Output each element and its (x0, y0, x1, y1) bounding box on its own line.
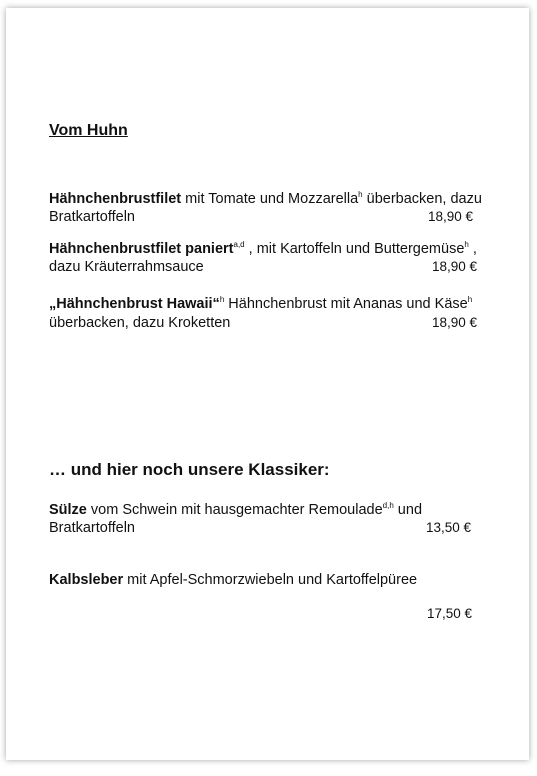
menu-item-name: Sülze (49, 502, 87, 518)
allergen-note: d,h (382, 501, 394, 511)
section-title-vom-huhn: Vom Huhn (49, 122, 128, 139)
menu-item-price: 18,90 € (431, 315, 477, 330)
allergen-note: a,d (233, 240, 245, 250)
menu-item-text: mit Apfel-Schmorzwiebeln und Kartoffelpüree (123, 572, 418, 588)
allergen-note: h (219, 295, 225, 305)
menu-item-price: 13,50 € (425, 520, 471, 535)
section-title-klassiker: … und hier noch unsere Klassiker: (49, 460, 330, 479)
menu-item-price: 17,50 € (426, 606, 472, 621)
menu-item-text: , (468, 241, 477, 257)
menu-page (6, 8, 529, 760)
menu-item-text: vom Schwein mit hausgemachter Remoulade (86, 502, 383, 518)
menu-item-text: mit Tomate und Mozzarella (181, 191, 359, 207)
menu-item-line (49, 240, 477, 258)
menu-item-line (49, 501, 422, 519)
menu-item-text: Hähnchenbrust mit Ananas und Käse (224, 296, 468, 312)
menu-item-text: und (393, 502, 423, 518)
menu-item-price: 18,90 € (431, 259, 477, 274)
menu-item-name: Kalbsleber (49, 572, 124, 588)
menu-item-line (49, 295, 472, 313)
menu-item-line (49, 571, 417, 589)
menu-item-line2: Bratkartoffeln (49, 520, 135, 536)
menu-item-line2: Bratkartoffeln (49, 209, 135, 225)
menu-item-name: „Hähnchenbrust Hawaii“ (49, 296, 220, 312)
menu-item-price: 18,90 € (427, 209, 473, 224)
allergen-note: h (467, 295, 473, 305)
menu-item-text: , mit Kartoffeln und Buttergemüse (244, 241, 465, 257)
menu-item-name: Hähnchenbrustfilet (49, 191, 182, 207)
menu-item-line2: überbacken, dazu Kroketten (49, 315, 231, 331)
menu-item-name: Hähnchenbrustfilet paniert (49, 241, 234, 257)
menu-item-text: überbacken, dazu (362, 191, 482, 207)
menu-item-line2: dazu Kräuterrahmsauce (49, 259, 204, 275)
allergen-note: h (358, 190, 363, 200)
allergen-note: h (464, 240, 469, 250)
menu-item-line (49, 190, 482, 208)
